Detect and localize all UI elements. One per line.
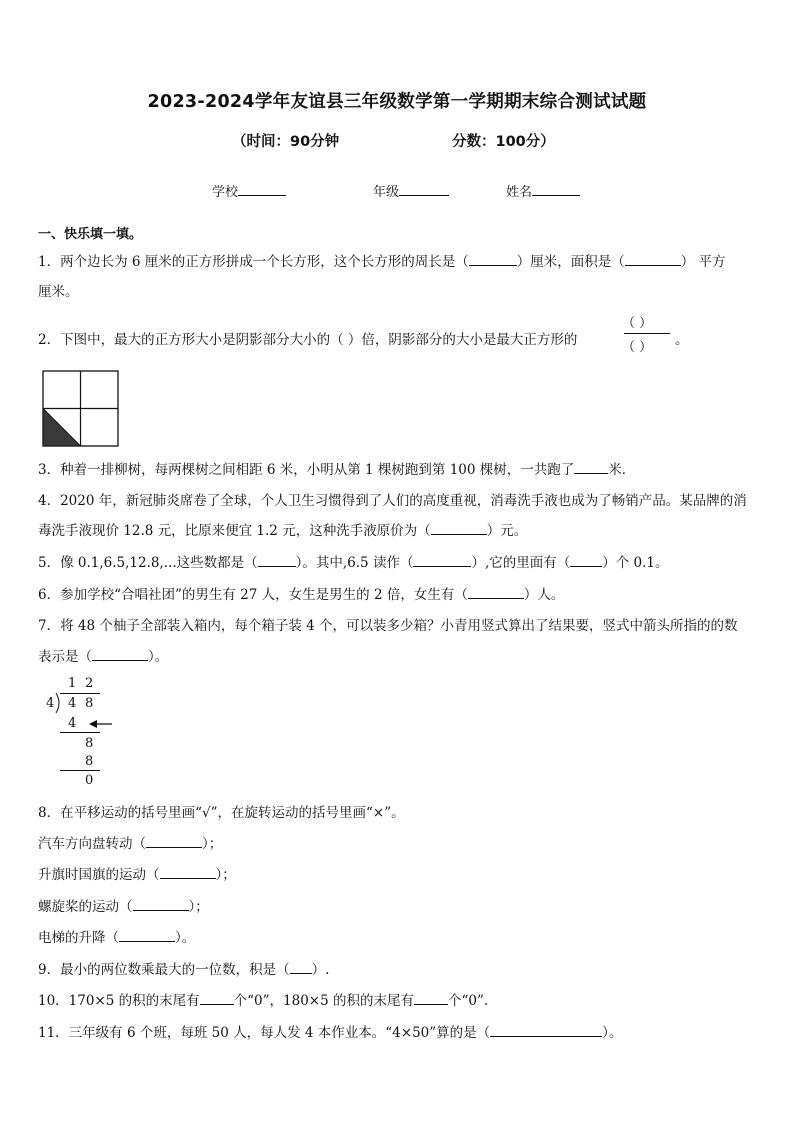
question-4: 4．2020 年，新冠肺炎席卷了全球，个人卫生习惯得到了人们的高度重视，消毒洗手液也成为了畅销产品。某品牌的消 — [38, 493, 747, 509]
question-5: 5．像 0.1,6.5,12.8,...这些数都是（ ）。其中,6.5 读作（ ）,它的里面有（ ）个 0.1。 — [38, 551, 669, 571]
q5-blank-1[interactable] — [258, 552, 296, 567]
division-line-2 — [60, 770, 100, 771]
question-9: 9．最小的两位数乘最大的一位数，积是（ ）. — [38, 958, 329, 978]
section-heading: 一、快乐填一填。 — [38, 227, 143, 242]
question-10: 10．170×5 的积的末尾有 个“0”，180×5 的积的末尾有 个“0”. — [38, 989, 488, 1009]
subtract-step-2: 8 — [85, 754, 94, 769]
question-7-cont: 表示是（ ）。 — [38, 645, 168, 665]
q2-end: 。 — [675, 332, 689, 348]
q8-blank-3[interactable] — [133, 896, 189, 911]
question-7: 7．将 48 个柚子全部装入箱内，每个箱子装 4 个，可以装多少箱？小青用竖式算出了结果要，竖式中箭头所指的的数 — [38, 618, 738, 634]
name-field — [506, 181, 580, 200]
question-2: 2．下图中，最大的正方形大小是阴影部分大小的（ ）倍，阴影部分的大小是最大正方形的 — [38, 332, 578, 348]
quotient-digit-1: 1 — [68, 676, 77, 691]
grade-blank[interactable] — [399, 181, 449, 196]
final-remainder: 0 — [85, 773, 94, 788]
q5-blank-2[interactable] — [413, 552, 471, 567]
page-title: 2023-2024学年友谊县三年级数学第一学期期末综合测试试题 — [147, 92, 647, 112]
divisor: 4 — [46, 696, 55, 711]
dividend-digit-1: 4 — [68, 696, 77, 711]
q1-blank-2[interactable] — [625, 251, 681, 266]
q10-blank-2[interactable] — [414, 990, 448, 1005]
question-6: 6．参加学校“合唱社团”的男生有 27 人，女生是男生的 2 倍，女生有（ ）人。 — [38, 583, 564, 603]
q8-blank-4[interactable] — [119, 927, 175, 942]
square-figure — [42, 370, 120, 448]
question-8: 8．在平移运动的括号里画“√”，在旋转运动的括号里画“×”。 — [38, 805, 405, 821]
exam-score: 分数：100分） — [452, 134, 555, 150]
fraction-numerator: （ ） — [622, 316, 653, 331]
dividend-digit-2: 8 — [85, 696, 94, 711]
q4-blank[interactable] — [431, 520, 487, 535]
fraction-denominator: （ ） — [622, 340, 653, 355]
long-division — [40, 676, 130, 788]
q8-item-2: 升旗时国旗的运动（ ）； — [38, 863, 236, 883]
q5-blank-3[interactable] — [570, 552, 602, 567]
q10-blank-1[interactable] — [200, 990, 234, 1005]
q8-item-4: 电梯的升降（ ）。 — [38, 926, 195, 946]
question-4-cont: 毒洗手液现价 12.8 元，比原来便宜 1.2 元，这种洗手液原价为（ ）元。 — [38, 519, 527, 539]
q8-item-3: 螺旋桨的运动（ ）； — [38, 895, 209, 915]
name-blank[interactable] — [532, 181, 580, 196]
division-bracket — [54, 692, 64, 714]
fraction-bar — [624, 333, 670, 334]
remainder-step: 8 — [85, 736, 94, 751]
grade-label: 年级 — [373, 185, 400, 200]
division-bar — [60, 693, 100, 694]
q11-blank[interactable] — [490, 1022, 602, 1037]
question-1: 1．两个边长为 6 厘米的正方形拼成一个长方形，这个长方形的周长是（ ）厘米，面积是（ ） 平方 — [38, 250, 726, 270]
question-3: 3．种着一排柳树，每两棵树之间相距 6 米，小明从第 1 棵树跑到第 100 棵树，一共跑了 米． — [38, 458, 635, 478]
school-field — [212, 181, 286, 200]
q7-blank[interactable] — [92, 646, 148, 661]
q8-blank-1[interactable] — [146, 833, 202, 848]
q8-item-1: 汽车方向盘转动（ ）； — [38, 832, 222, 852]
q1-blank-1[interactable] — [469, 251, 517, 266]
question-11: 11．三年级有 6 个班，每班 50 人，每人发 4 本作业本。“4×50”算的是（ ）。 — [38, 1021, 622, 1041]
division-line-1 — [60, 732, 100, 733]
name-label: 姓名 — [506, 185, 533, 200]
school-blank[interactable] — [238, 181, 286, 196]
q6-blank[interactable] — [468, 584, 524, 599]
quotient-digit-2: 2 — [85, 676, 94, 691]
exam-time: （时间：90分钟 — [232, 134, 340, 150]
grade-field — [373, 181, 449, 200]
q8-blank-2[interactable] — [160, 864, 216, 879]
q3-blank[interactable] — [574, 459, 608, 474]
q9-blank[interactable] — [290, 959, 312, 974]
q2-fraction-blank[interactable] — [622, 312, 672, 356]
subtract-step-1: 4 — [68, 716, 77, 731]
school-label: 学校 — [212, 185, 239, 200]
question-1-cont: 厘米。 — [38, 284, 79, 300]
arrow-icon — [88, 718, 114, 730]
